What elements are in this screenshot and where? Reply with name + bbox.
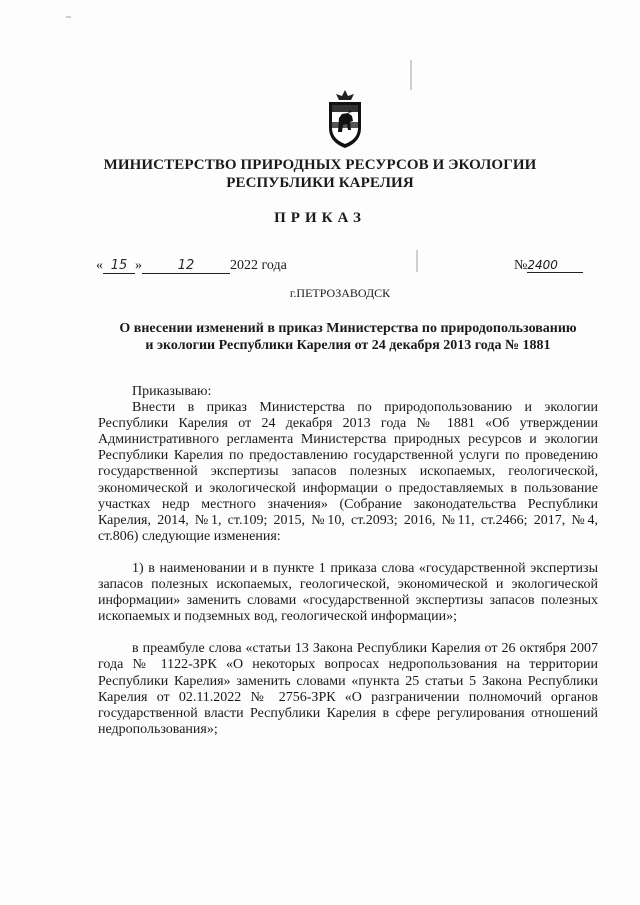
order-date	[96, 258, 287, 274]
paragraph-main-amendment: Внести в приказ Министерства по природопользованию и экологии Республики Карелия от 24 декабря 2013 года № 1881 «Об утверждении Административного регламента Министерства природных ресурсов и экологии Республики Карелия по предоставлению государственной услуги по проведению государственной экспертизы запасов полезных ископаемых, геологической, экономической и экологической информации о предоставляемых в пользование участках недр местного значения» (Собрание законодательства Республики Карелия, 2014, №1, ст.109; 2015, №10, ст.2093; 2016, №11, ст.2466; 2017, №4, ст.806) следующие изменения:	[98, 400, 598, 544]
city-name: г.ПЕТРОЗАВОДСК	[289, 286, 391, 300]
date-year: 2022 года	[230, 258, 287, 273]
date-day-handwritten: 15	[103, 258, 135, 274]
subject-line-1: О внесении изменений в приказ Министерства по природопользованию	[119, 321, 577, 336]
ministry-line-2: РЕСПУБЛИКИ КАРЕЛИЯ	[226, 175, 414, 191]
paragraph-order-directive: Приказываю:	[132, 384, 212, 399]
date-close-quote: »	[135, 258, 142, 273]
order-subject	[98, 320, 598, 354]
scan-artifact	[416, 250, 418, 272]
order-body	[98, 384, 598, 738]
date-open-quote: «	[96, 258, 103, 273]
paragraph-item-1: 1) в наименовании и в пункте 1 приказа слова «государственной экспертизы запасов полезных ископаемых, геологической, экономической и экологической информации» заменить словами «государственной экспертизы запасов полезных ископаемых и подземных вод, геологической информации»;	[98, 560, 598, 625]
order-number	[514, 258, 583, 274]
order-title: ПРИКАЗ	[274, 210, 366, 226]
coat-of-arms-emblem	[326, 88, 364, 150]
subject-line-2: и экологии Республики Карелия от 24 декабря 2013 года № 1881	[145, 338, 551, 353]
date-month-handwritten: 12	[142, 258, 230, 274]
number-handwritten: 2400	[527, 258, 583, 273]
number-prefix: №	[514, 258, 528, 273]
ministry-name	[90, 156, 550, 192]
paragraph-preamble-change: в преамбуле слова «статьи 13 Закона Республики Карелия от 26 октября 2007 года № 1122-ЗРК «О некоторых вопросах недропользования на территории Республики Карелия» заменить словами «пункта 25 статьи 5 Закона Республики Карелия от 02.11.2022 № 2756-ЗРК «О разграничении полномочий органов государственной власти Республики Карелия в сфере регулирования отношений недропользования»;	[98, 641, 598, 737]
scan-artifact	[410, 60, 412, 90]
scan-artifact	[66, 16, 71, 18]
ministry-line-1: МИНИСТЕРСТВО ПРИРОДНЫХ РЕСУРСОВ И ЭКОЛОГИИ	[103, 157, 537, 173]
